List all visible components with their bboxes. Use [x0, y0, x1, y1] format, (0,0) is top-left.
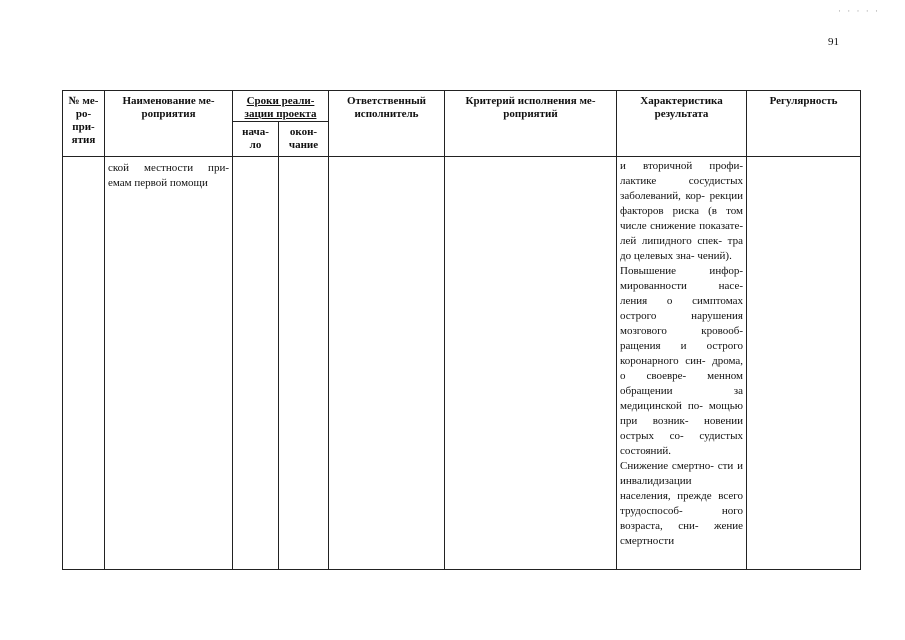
cell-responsible — [329, 157, 445, 570]
table-row — [63, 157, 861, 570]
header-responsible-text: Ответственный исполнитель — [346, 95, 427, 120]
header-start-text: нача- ло — [242, 126, 269, 151]
header-terms — [233, 91, 329, 122]
cell-characteristic — [617, 157, 747, 570]
result-paragraph: Повышение инфор- мированности насе- ления о симптомах острого нарушения мозгового кровооб- ращения и острого коронарного син- дрома, о своевре- менном обращении за медицинской по- мощью при возник- новении острых со- судистых состояний. — [620, 265, 743, 457]
header-regularity — [747, 91, 861, 157]
cell-number — [63, 157, 105, 570]
page-number: 91 — [828, 36, 839, 48]
cell-name-text: ской местности при- емам первой помощи — [108, 162, 229, 189]
corner-marks: · · · · · — [838, 6, 880, 16]
header-regularity-text: Регулярность — [769, 95, 838, 107]
cell-start — [233, 157, 279, 570]
header-end-text: окон- чание — [288, 126, 319, 151]
result-paragraph: и вторичной профи- лактике сосудистых заболеваний, кор- рекции факторов риска (в том числе снижение показате- лей липидного спек- тра до целевых зна- чений). — [620, 160, 743, 262]
header-terms-text: Сроки реали- зации проекта — [244, 95, 317, 120]
cell-criterion-text — [445, 157, 616, 161]
header-characteristic-text: Характеристика результата — [640, 95, 723, 120]
cell-responsible-text — [329, 157, 444, 161]
header-name-text: Наименование ме- роприятия — [122, 95, 215, 120]
header-start — [233, 122, 279, 157]
header-number-text: № ме- ро- при- ятия — [68, 95, 99, 146]
events-table — [62, 90, 861, 570]
cell-start-text — [233, 157, 278, 161]
cell-name — [105, 157, 233, 570]
header-name — [105, 91, 233, 157]
header-number — [63, 91, 105, 157]
cell-regularity — [747, 157, 861, 570]
cell-end-text — [279, 157, 328, 161]
cell-number-text — [63, 157, 104, 161]
cell-end — [279, 157, 329, 570]
cell-regularity-text — [747, 157, 860, 161]
header-end — [279, 122, 329, 157]
header-responsible — [329, 91, 445, 157]
header-criterion-text: Критерий исполнения ме- роприятий — [465, 95, 596, 120]
header-criterion — [445, 91, 617, 157]
header-characteristic — [617, 91, 747, 157]
result-paragraph: Снижение смертно- сти и инвалидизации населения, прежде всего трудоспособ- ного возраста, сни- жение смертности — [620, 460, 743, 547]
cell-criterion — [445, 157, 617, 570]
